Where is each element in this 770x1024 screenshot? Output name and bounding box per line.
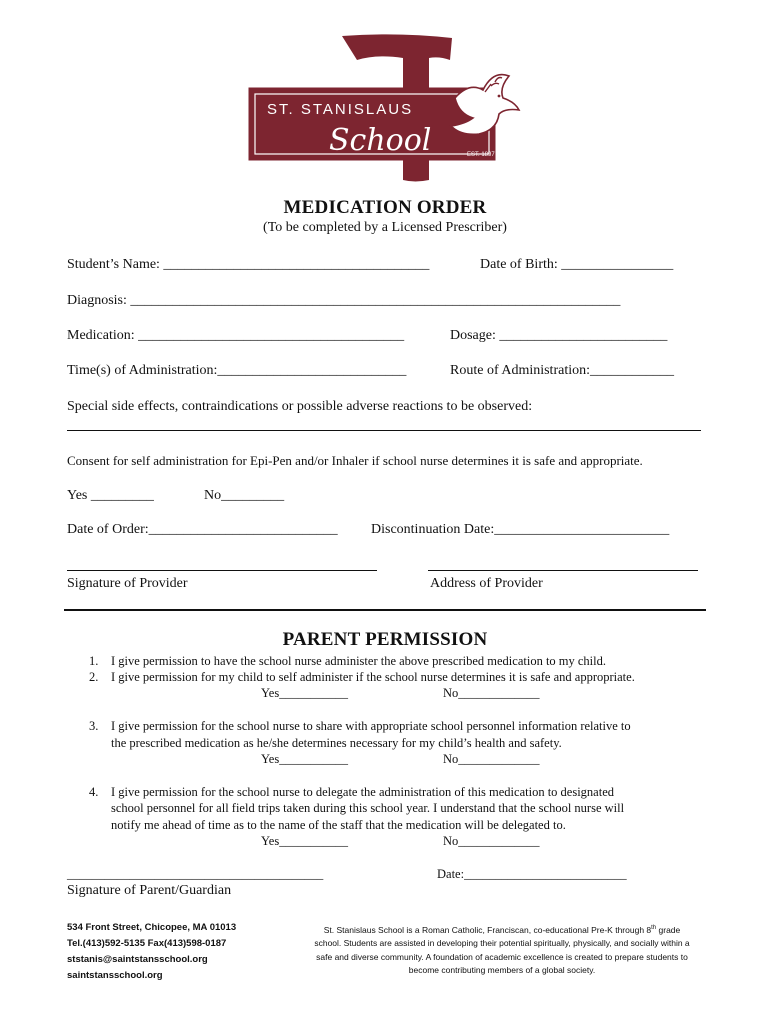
time-of-administration-field[interactable]: Time(s) of Administration:___________________________ bbox=[67, 363, 407, 378]
item-text: I give permission for my child to self administer if the school nurse determines it is safe and appropriate. bbox=[111, 670, 635, 684]
permission-title: PARENT PERMISSION bbox=[282, 629, 488, 650]
permission-item bbox=[89, 653, 606, 669]
dove-with-olive-branch-icon bbox=[451, 75, 519, 135]
self-administration-consent: Consent for self administration for Epi-Pen and/or Inhaler if school nurse determines it is safe and appropriate. bbox=[67, 453, 643, 468]
footer-about bbox=[312, 922, 692, 978]
medication-field[interactable]: Medication: ______________________________________ bbox=[67, 328, 405, 343]
permission-item bbox=[89, 718, 631, 734]
parent-date-field[interactable]: Date:__________________________ bbox=[437, 867, 627, 881]
item-number: 4. bbox=[89, 785, 99, 799]
footer-address: 534 Front Street, Chicopee, MA 01013 bbox=[67, 922, 237, 933]
form-title: MEDICATION ORDER bbox=[283, 197, 487, 218]
footer-about-text-rest: grade school. Students are assisted in developing their potential spiritually, physically, and socially within a safe and diverse community. A foundation of academic excellence is created to prepare students to become contributing members of a global society. bbox=[314, 924, 690, 976]
item-text: I give permission for the school nurse to delegate the administration of this medication to designated bbox=[111, 785, 615, 799]
date-of-order-field[interactable]: Date of Order:___________________________ bbox=[67, 522, 338, 537]
parent-signature-line[interactable]: _________________________________________ bbox=[67, 867, 324, 881]
student-name-field[interactable]: Student’s Name: ______________________________________ bbox=[67, 257, 430, 272]
footer-contact bbox=[67, 920, 236, 984]
permission-yes-field[interactable]: Yes___________ bbox=[261, 752, 348, 766]
permission-yes-field[interactable]: Yes___________ bbox=[261, 686, 348, 700]
date-of-birth-field[interactable]: Date of Birth: ________________ bbox=[480, 257, 674, 272]
route-of-administration-field[interactable]: Route of Administration:____________ bbox=[450, 363, 674, 378]
item-number: 2. bbox=[89, 670, 99, 684]
logo-line2: School bbox=[329, 123, 432, 158]
signature-of-provider-label: Signature of Provider bbox=[67, 576, 188, 591]
diagnosis-field[interactable]: Diagnosis: ______________________________________________________________________ bbox=[67, 293, 621, 308]
provider-address-line[interactable] bbox=[428, 570, 698, 571]
footer-email[interactable]: ststanis@saintstansschool.org bbox=[67, 954, 208, 965]
provider-signature-line[interactable] bbox=[67, 570, 377, 571]
item-text: the prescribed medication as he/she determines necessary for my child’s health and safety. bbox=[111, 736, 562, 750]
item-text: I give permission to have the school nurse administer the above prescribed medication to my child. bbox=[111, 654, 607, 668]
item-text: school personnel for all field trips taken during this school year. I understand that the school nurse will bbox=[111, 801, 625, 815]
permission-yes-field[interactable]: Yes___________ bbox=[261, 834, 348, 848]
permission-item bbox=[89, 669, 635, 685]
footer-phone: Tel.(413)592-5135 Fax(413)598-0187 bbox=[67, 938, 227, 949]
signature-of-parent-label: Signature of Parent/Guardian bbox=[67, 883, 232, 898]
footer-about-sup: th bbox=[651, 925, 657, 931]
permission-no-field[interactable]: No_____________ bbox=[443, 686, 540, 700]
permission-item bbox=[89, 784, 614, 800]
item-text: I give permission for the school nurse to share with appropriate school personnel information relative to bbox=[111, 719, 631, 733]
school-logo bbox=[247, 32, 523, 184]
consent-yes-field[interactable]: Yes _________ bbox=[67, 488, 154, 503]
item-number: 1. bbox=[89, 654, 99, 668]
address-of-provider-label: Address of Provider bbox=[430, 576, 543, 591]
side-effects-line[interactable] bbox=[67, 430, 701, 431]
consent-no-field[interactable]: No_________ bbox=[204, 488, 285, 503]
logo-est: EST. 1897 bbox=[467, 152, 495, 158]
logo-line1: ST. STANISLAUS bbox=[267, 101, 414, 118]
side-effects-label: Special side effects, contraindications or possible adverse reactions to be observed: bbox=[67, 399, 533, 414]
discontinuation-date-field[interactable]: Discontinuation Date:_________________________ bbox=[371, 522, 670, 537]
item-number: 3. bbox=[89, 719, 99, 733]
item-text: notify me ahead of time as to the name of the staff that the medication will be delegated to. bbox=[111, 818, 566, 832]
dosage-field[interactable]: Dosage: ________________________ bbox=[450, 328, 668, 343]
section-divider bbox=[64, 609, 706, 611]
logo-graphic bbox=[247, 32, 523, 184]
form-subtitle: (To be completed by a Licensed Prescriber) bbox=[263, 220, 507, 235]
permission-no-field[interactable]: No_____________ bbox=[443, 752, 540, 766]
footer-about-text: St. Stanislaus School is a Roman Catholic, Franciscan, co-educational Pre-K through 8 bbox=[323, 924, 652, 935]
footer-website[interactable]: saintstansschool.org bbox=[67, 970, 163, 981]
permission-no-field[interactable]: No_____________ bbox=[443, 834, 540, 848]
